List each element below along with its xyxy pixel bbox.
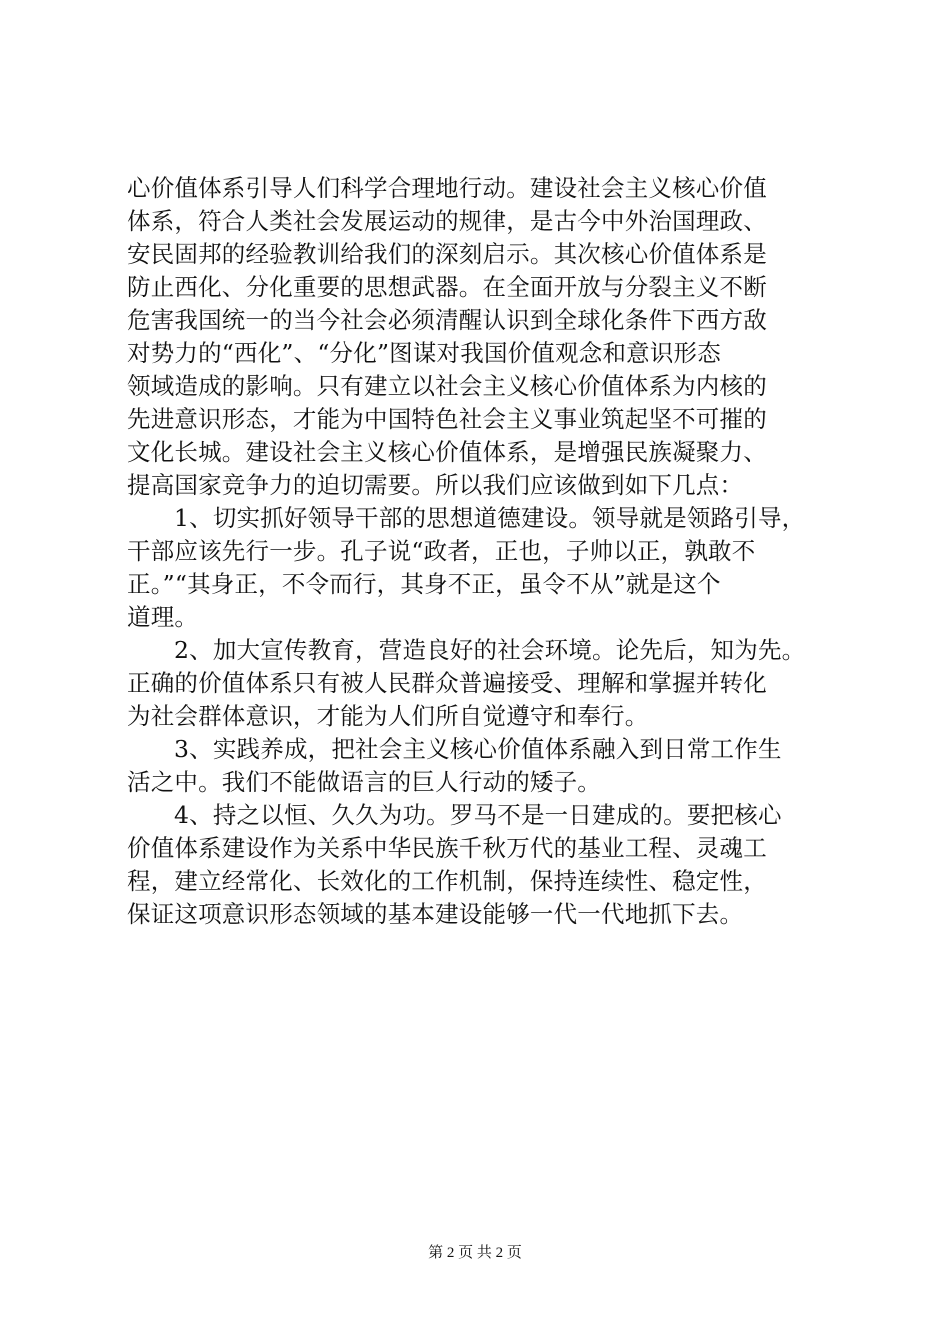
paragraph-point-1 [127,502,827,634]
text-line: 文化长城。建设社会主义核心价值体系，是增强民族凝聚力、 [127,438,767,466]
text-line: 防止西化、分化重要的思想武器。在全面开放与分裂主义不断 [127,273,767,301]
paragraph-point-2 [127,634,827,733]
text-line: 为社会群体意识，才能为人们所自觉遵守和奉行。 [127,702,649,730]
paragraph-point-3 [127,733,827,799]
page-number-indicator: 第 2 页 共 2 页 [428,1245,522,1261]
paragraph-point-4 [127,799,827,931]
text-line: 活之中。我们不能做语言的巨人行动的矮子。 [127,768,601,796]
paragraph-intro [127,172,827,502]
text-line: 2、加大宣传教育，营造良好的社会环境。论先后，知为先。 [174,636,806,664]
text-line: 1、切实抓好领导干部的思想道德建设。领导就是领路引导， [174,504,806,532]
text-line: 体系，符合人类社会发展运动的规律，是古今中外治国理政、 [127,207,767,235]
page-footer [0,1243,950,1263]
text-line: 危害我国统一的当今社会必须清醒认识到全球化条件下西方敌 [127,306,767,334]
text-line: 提高国家竞争力的迫切需要。所以我们应该做到如下几点： [127,471,744,499]
text-line: 安民固邦的经验教训给我们的深刻启示。其次核心价值体系是 [127,240,767,268]
text-line: 干部应该先行一步。孔子说“政者，正也，子帅以正，孰敢不 [127,537,756,565]
text-line: 4、持之以恒、久久为功。罗马不是一日建成的。要把核心 [174,801,782,829]
text-line: 道理。 [127,603,199,631]
text-line: 正确的价值体系只有被人民群众普遍接受、理解和掌握并转化 [127,669,767,697]
document-body [127,172,827,931]
text-line: 正。”“其身正，不令而行，其身不正，虽令不从”就是这个 [127,570,721,598]
text-line: 3、实践养成，把社会主义核心价值体系融入到日常工作生 [174,735,782,763]
text-line: 价值体系建设作为关系中华民族千秋万代的基业工程、灵魂工 [127,834,767,862]
text-line: 对势力的“西化”、“分化”图谋对我国价值观念和意识形态 [127,339,721,367]
text-line: 程，建立经常化、长效化的工作机制，保持连续性、稳定性， [127,867,767,895]
text-line: 领域造成的影响。只有建立以社会主义核心价值体系为内核的 [127,372,767,400]
text-line: 心价值体系引导人们科学合理地行动。建设社会主义核心价值 [127,174,767,202]
text-line: 保证这项意识形态领域的基本建设能够一代一代地抓下去。 [127,900,744,928]
text-line: 先进意识形态，才能为中国特色社会主义事业筑起坚不可摧的 [127,405,767,433]
